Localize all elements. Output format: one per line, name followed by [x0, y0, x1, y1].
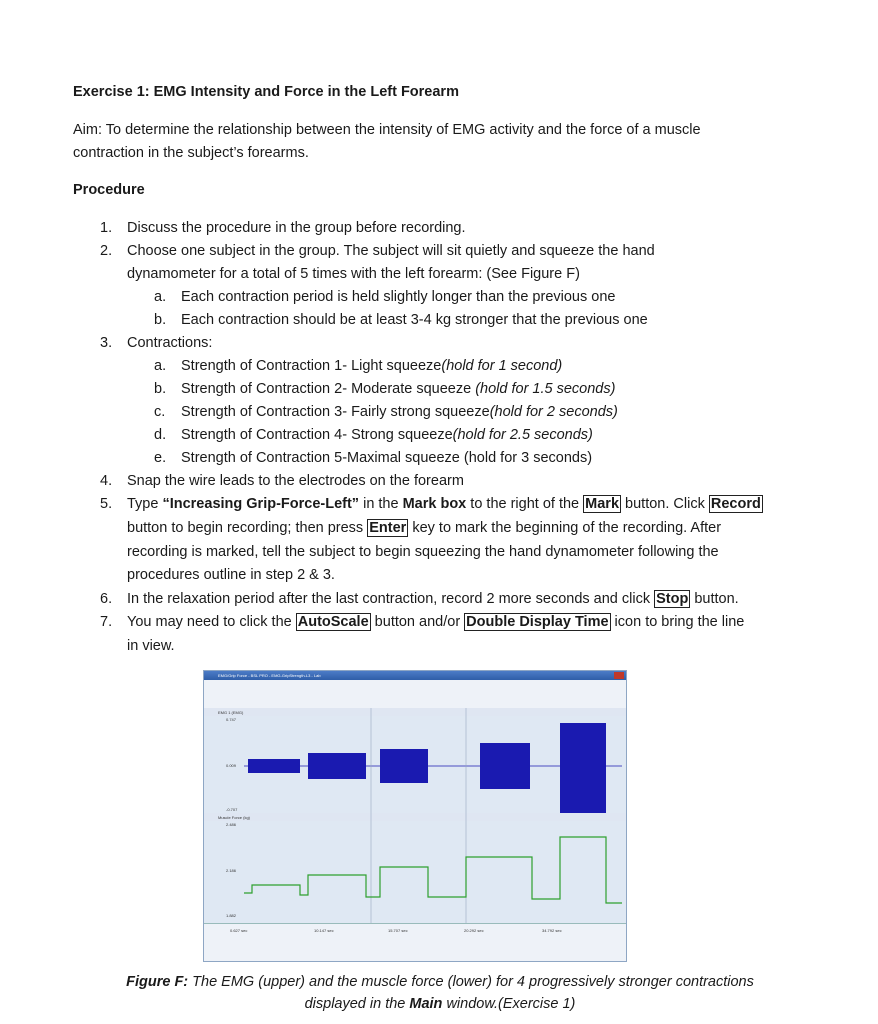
- step-2-line2: dynamometer for a total of 5 times with the left forearm: (See Figure F): [127, 266, 580, 282]
- force-channel-label: Muscle Force (kg): [218, 815, 251, 820]
- emg-y-bot: -0.707: [226, 807, 238, 812]
- emg-burst-4: [480, 743, 530, 789]
- caption-line2b: window.(Exercise 1): [442, 996, 576, 1012]
- substep-letter: b.: [154, 312, 167, 328]
- step-3b-hold: (hold for 1.5 seconds): [475, 381, 616, 397]
- step-3d-hold: (hold for 2.5 seconds): [452, 427, 593, 443]
- record-button-ref: Record: [710, 496, 761, 512]
- step-number: 4.: [100, 473, 113, 489]
- step-3c: [181, 404, 618, 420]
- signal-plot: [204, 671, 626, 961]
- text: Type: [127, 496, 163, 512]
- step-2-line1: Choose one subject in the group. The subject will sit quietly and squeeze the hand: [127, 243, 655, 259]
- emg-burst-5: [560, 723, 606, 813]
- mark-text-quote: “Increasing Grip-Force-Left”: [162, 496, 360, 512]
- stop-button-ref: Stop: [656, 591, 689, 607]
- step-3a-text: Strength of Contraction 1- Light squeeze: [181, 358, 442, 374]
- step-3b: [181, 381, 615, 397]
- substep-letter: a.: [154, 289, 167, 305]
- step-2b-text: Each contraction should be at least 3-4 kg stronger that the previous one: [181, 312, 648, 328]
- caption-main: Main: [409, 996, 443, 1012]
- step-number: 5.: [100, 496, 113, 512]
- emg-y-top: 0.747: [226, 717, 237, 722]
- mark-button-ref: Mark: [585, 496, 620, 512]
- step-3d: [181, 427, 593, 443]
- emg-burst-3: [380, 749, 428, 783]
- enter-key-ref: Enter: [369, 520, 407, 536]
- step-number: 2.: [100, 243, 113, 259]
- double-display-time-ref: Double Display Time: [466, 614, 609, 630]
- text: In the relaxation period after the last contraction, record 2 more seconds and click: [127, 591, 655, 607]
- text: to the right of the: [466, 496, 584, 512]
- emg-burst-2: [308, 753, 366, 779]
- step-number: 3.: [100, 335, 113, 351]
- mark-box-ref: Mark box: [402, 496, 467, 512]
- substep-letter: d.: [154, 427, 167, 443]
- force-y-bot: 1.882: [226, 913, 237, 918]
- text: button. Click: [621, 496, 709, 512]
- caption-line2a: displayed in the: [304, 996, 410, 1012]
- text: key to mark the beginning of the recording. After: [408, 520, 722, 536]
- emg-channel-label: EMG 1 (EMG): [218, 710, 244, 715]
- step-3b-text: Strength of Contraction 2- Moderate squeeze: [181, 381, 476, 397]
- step-6-text: [127, 591, 739, 607]
- emg-y-mid: 0.009: [226, 763, 237, 768]
- figure-caption: [80, 971, 800, 1015]
- step-5-line2: [127, 520, 721, 536]
- text: button to begin recording; then press: [127, 520, 368, 536]
- exercise-title: Exercise 1: EMG Intensity and Force in the Left Forearm: [73, 84, 459, 100]
- figure-f-screenshot: [203, 670, 627, 962]
- text: in the: [359, 496, 403, 512]
- text: You may need to click the: [127, 614, 296, 630]
- step-3a-hold: (hold for 1 second): [441, 358, 563, 374]
- aim-paragraph: Aim: To determine the relationship between the intensity of EMG activity and the force of a muscle contraction in the subject’s forearms.: [73, 122, 701, 161]
- step-7-line2: in view.: [127, 638, 175, 654]
- autoscale-button-ref: AutoScale: [297, 614, 369, 630]
- time-axis-bar: [204, 923, 626, 962]
- emg-burst-1: [248, 759, 300, 773]
- step-4-text: Snap the wire leads to the electrodes on the forearm: [127, 473, 464, 489]
- step-3-text: Contractions:: [127, 335, 213, 351]
- step-3a: [181, 358, 562, 374]
- caption-line1: The EMG (upper) and the muscle force (lower) for 4 progressively stronger contractions: [188, 974, 754, 990]
- force-y-top: 2.486: [226, 822, 237, 827]
- force-y-mid: 2.186: [226, 868, 237, 873]
- substep-letter: b.: [154, 381, 167, 397]
- x-tick: 20.292 sec: [464, 928, 484, 933]
- step-number: 7.: [100, 614, 113, 630]
- step-3e-text: Strength of Contraction 5-Maximal squeeze (hold for 3 seconds): [181, 450, 593, 466]
- x-tick: 0.627 sec: [230, 928, 248, 933]
- force-trace: [244, 837, 622, 903]
- text: button.: [690, 591, 739, 607]
- step-5-line1: [127, 496, 763, 512]
- step-2a-text: Each contraction period is held slightly longer than the previous one: [181, 289, 616, 305]
- substep-letter: e.: [154, 450, 167, 466]
- text: icon to bring the line: [610, 614, 745, 630]
- step-3d-text: Strength of Contraction 4- Strong squeeze: [181, 427, 453, 443]
- substep-letter: a.: [154, 358, 167, 374]
- substep-letter: c.: [154, 404, 166, 420]
- step-1-text: Discuss the procedure in the group before recording.: [127, 220, 466, 236]
- step-3c-hold: (hold for 2 seconds): [489, 404, 618, 420]
- step-5-line3: recording is marked, tell the subject to begin squeezing the hand dynamometer following the: [127, 544, 719, 560]
- x-tick: 15.707 sec: [388, 928, 408, 933]
- text: button and/or: [370, 614, 465, 630]
- step-3c-text: Strength of Contraction 3- Fairly strong squeeze: [181, 404, 490, 420]
- step-7-line1: [127, 614, 744, 630]
- figure-label: Figure F:: [126, 974, 189, 990]
- x-tick: 34.792 sec: [542, 928, 562, 933]
- window-title: EMG/Grip Force - BSL PRO - EMG-GripStrength-L3 - Lab: [218, 673, 321, 678]
- procedure-heading: Procedure: [73, 182, 145, 198]
- x-tick: 10.147 sec: [314, 928, 334, 933]
- step-5-line4: procedures outline in step 2 & 3.: [127, 567, 335, 583]
- step-number: 6.: [100, 591, 113, 607]
- step-number: 1.: [100, 220, 113, 236]
